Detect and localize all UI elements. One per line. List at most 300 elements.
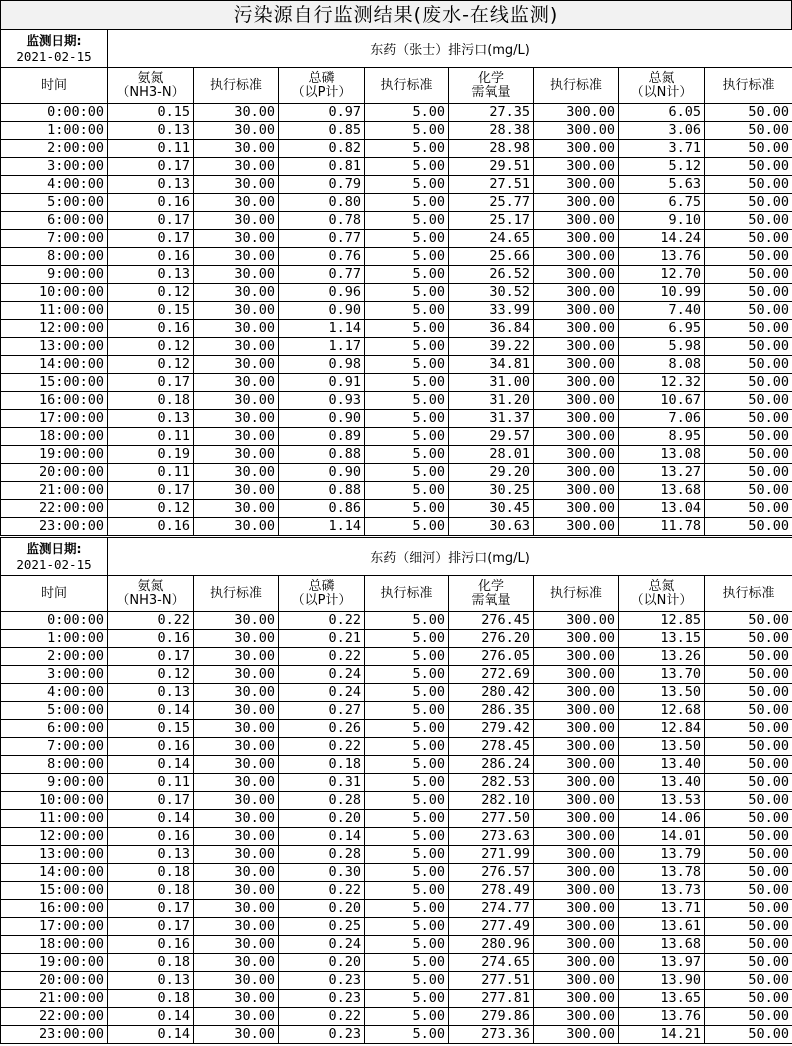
cell-phosphorus-standard: 5.00 [365,756,449,774]
cell-phosphorus-standard: 5.00 [365,194,449,212]
cell-nitrogen-standard: 50.00 [705,140,792,158]
cell-total-nitrogen: 13.53 [619,792,705,810]
cell-time: 2:00:00 [1,140,108,158]
cell-ammonia-standard: 30.00 [194,158,279,176]
cell-nitrogen-standard: 50.00 [705,1026,792,1044]
table-row [1,1026,792,1044]
cell-cod: 280.96 [449,936,534,954]
cell-phosphorus-standard: 5.00 [365,972,449,990]
cell-time: 12:00:00 [1,828,108,846]
cell-ammonia-standard: 30.00 [194,212,279,230]
cell-total-phosphorus: 0.23 [279,1026,365,1044]
cell-cod: 277.51 [449,972,534,990]
cell-ammonia-standard: 30.00 [194,828,279,846]
cell-phosphorus-standard: 5.00 [365,428,449,446]
cell-ammonia-standard: 30.00 [194,446,279,464]
table-row [1,410,792,428]
cell-ammonia-standard: 30.00 [194,482,279,500]
cell-total-phosphorus: 0.86 [279,500,365,518]
cell-nitrogen-standard: 50.00 [705,828,792,846]
section-header [1,30,792,68]
cell-time: 18:00:00 [1,428,108,446]
cell-cod: 29.57 [449,428,534,446]
cell-nitrogen-standard: 50.00 [705,954,792,972]
cell-total-nitrogen: 13.65 [619,990,705,1008]
cell-cod-standard: 300.00 [534,774,619,792]
cell-ammonia: 0.13 [108,410,194,428]
cell-total-phosphorus: 0.90 [279,410,365,428]
cell-time: 13:00:00 [1,338,108,356]
cell-ammonia-standard: 30.00 [194,194,279,212]
column-header-phosphorus-standard: 执行标准 [365,576,449,612]
cell-ammonia-standard: 30.00 [194,428,279,446]
cell-ammonia-standard: 30.00 [194,936,279,954]
cell-nitrogen-standard: 50.00 [705,356,792,374]
cell-phosphorus-standard: 5.00 [365,936,449,954]
cell-total-phosphorus: 0.76 [279,248,365,266]
cell-time: 5:00:00 [1,194,108,212]
cell-nitrogen-standard: 50.00 [705,176,792,194]
cell-total-nitrogen: 10.99 [619,284,705,302]
cell-ammonia-standard: 30.00 [194,972,279,990]
cell-ammonia: 0.16 [108,936,194,954]
cell-ammonia-standard: 30.00 [194,720,279,738]
cell-time: 16:00:00 [1,392,108,410]
cell-ammonia-standard: 30.00 [194,666,279,684]
cell-total-nitrogen: 13.08 [619,446,705,464]
cell-cod-standard: 300.00 [534,936,619,954]
table-row [1,104,792,122]
cell-cod-standard: 300.00 [534,990,619,1008]
cell-ammonia: 0.17 [108,158,194,176]
cell-total-nitrogen: 13.40 [619,774,705,792]
cell-total-phosphorus: 1.17 [279,338,365,356]
cell-nitrogen-standard: 50.00 [705,810,792,828]
monitoring-table-zhangshi [0,29,792,536]
table-row [1,648,792,666]
table-row [1,284,792,302]
cell-cod: 28.98 [449,140,534,158]
cell-ammonia: 0.12 [108,284,194,302]
cell-phosphorus-standard: 5.00 [365,1008,449,1026]
cell-total-nitrogen: 13.40 [619,756,705,774]
cell-phosphorus-standard: 5.00 [365,302,449,320]
cell-cod-standard: 300.00 [534,122,619,140]
cell-phosphorus-standard: 5.00 [365,774,449,792]
cell-total-phosphorus: 0.22 [279,1008,365,1026]
cell-nitrogen-standard: 50.00 [705,648,792,666]
cell-cod-standard: 300.00 [534,918,619,936]
cell-total-nitrogen: 5.98 [619,338,705,356]
cell-total-phosphorus: 0.22 [279,648,365,666]
cell-phosphorus-standard: 5.00 [365,212,449,230]
cell-total-phosphorus: 0.78 [279,212,365,230]
cell-nitrogen-standard: 50.00 [705,320,792,338]
cell-cod-standard: 300.00 [534,828,619,846]
cell-cod: 273.63 [449,828,534,846]
table-row [1,320,792,338]
monitoring-table-xihe [0,537,792,1044]
cell-cod: 39.22 [449,338,534,356]
cell-nitrogen-standard: 50.00 [705,518,792,536]
cell-total-nitrogen: 8.95 [619,428,705,446]
cell-time: 15:00:00 [1,882,108,900]
cell-cod: 31.37 [449,410,534,428]
cell-cod: 274.65 [449,954,534,972]
cell-ammonia-standard: 30.00 [194,230,279,248]
cell-total-phosphorus: 0.24 [279,936,365,954]
cell-total-nitrogen: 6.75 [619,194,705,212]
cell-time: 22:00:00 [1,500,108,518]
cell-total-nitrogen: 13.70 [619,666,705,684]
cell-phosphorus-standard: 5.00 [365,684,449,702]
column-header-cod: 化学 需氧量 [449,576,534,612]
cell-time: 0:00:00 [1,612,108,630]
cell-ammonia-standard: 30.00 [194,864,279,882]
cell-cod: 276.20 [449,630,534,648]
cell-ammonia-standard: 30.00 [194,392,279,410]
cell-nitrogen-standard: 50.00 [705,194,792,212]
cell-phosphorus-standard: 5.00 [365,104,449,122]
cell-cod: 24.65 [449,230,534,248]
cell-nitrogen-standard: 50.00 [705,702,792,720]
cell-total-phosphorus: 1.14 [279,320,365,338]
cell-cod-standard: 300.00 [534,266,619,284]
cell-cod: 273.36 [449,1026,534,1044]
cell-nitrogen-standard: 50.00 [705,158,792,176]
cell-total-phosphorus: 0.28 [279,846,365,864]
cell-nitrogen-standard: 50.00 [705,464,792,482]
cell-ammonia-standard: 30.00 [194,630,279,648]
table-row [1,248,792,266]
cell-time: 23:00:00 [1,1026,108,1044]
cell-ammonia: 0.16 [108,828,194,846]
cell-ammonia-standard: 30.00 [194,518,279,536]
cell-time: 1:00:00 [1,630,108,648]
cell-ammonia-standard: 30.00 [194,104,279,122]
cell-time: 22:00:00 [1,1008,108,1026]
cell-cod-standard: 300.00 [534,666,619,684]
cell-time: 23:00:00 [1,518,108,536]
column-header-ammonia-standard: 执行标准 [194,576,279,612]
cell-phosphorus-standard: 5.00 [365,446,449,464]
column-header-time: 时间 [1,68,108,104]
section-header [1,538,792,576]
cell-ammonia-standard: 30.00 [194,1026,279,1044]
monitoring-date [1,30,108,68]
cell-cod: 286.35 [449,702,534,720]
cell-ammonia: 0.17 [108,792,194,810]
table-row [1,194,792,212]
cell-total-phosphorus: 0.23 [279,972,365,990]
cell-ammonia: 0.12 [108,666,194,684]
outlet-name: 东药（张士）排污口(mg/L) [108,30,792,68]
cell-total-phosphorus: 0.21 [279,630,365,648]
column-header-ammonia: 氨氮 （NH3-N） [108,576,194,612]
cell-cod-standard: 300.00 [534,630,619,648]
cell-total-nitrogen: 6.95 [619,320,705,338]
cell-cod-standard: 300.00 [534,756,619,774]
cell-phosphorus-standard: 5.00 [365,140,449,158]
cell-nitrogen-standard: 50.00 [705,666,792,684]
cell-ammonia: 0.13 [108,266,194,284]
table-row [1,464,792,482]
cell-ammonia: 0.18 [108,864,194,882]
cell-ammonia-standard: 30.00 [194,990,279,1008]
cell-total-nitrogen: 5.63 [619,176,705,194]
cell-total-nitrogen: 14.06 [619,810,705,828]
cell-cod: 280.42 [449,684,534,702]
cell-ammonia-standard: 30.00 [194,410,279,428]
cell-nitrogen-standard: 50.00 [705,882,792,900]
cell-total-nitrogen: 12.85 [619,612,705,630]
cell-total-nitrogen: 13.78 [619,864,705,882]
cell-cod: 278.49 [449,882,534,900]
cell-cod-standard: 300.00 [534,284,619,302]
cell-phosphorus-standard: 5.00 [365,482,449,500]
cell-total-phosphorus: 0.97 [279,104,365,122]
cell-cod-standard: 300.00 [534,374,619,392]
table-row [1,630,792,648]
cell-ammonia-standard: 30.00 [194,702,279,720]
column-header-cod-standard: 执行标准 [534,576,619,612]
cell-cod: 30.63 [449,518,534,536]
cell-cod-standard: 300.00 [534,140,619,158]
table-row [1,828,792,846]
cell-cod: 276.45 [449,612,534,630]
cell-nitrogen-standard: 50.00 [705,392,792,410]
table-row [1,302,792,320]
cell-cod: 272.69 [449,666,534,684]
cell-time: 3:00:00 [1,666,108,684]
cell-cod-standard: 300.00 [534,518,619,536]
cell-phosphorus-standard: 5.00 [365,630,449,648]
cell-cod-standard: 300.00 [534,738,619,756]
table-row [1,392,792,410]
cell-phosphorus-standard: 5.00 [365,864,449,882]
cell-time: 4:00:00 [1,684,108,702]
table-row [1,900,792,918]
table-row [1,374,792,392]
column-header-total-nitrogen: 总氮 （以N计） [619,576,705,612]
cell-total-nitrogen: 10.67 [619,392,705,410]
cell-ammonia-standard: 30.00 [194,122,279,140]
table-row [1,122,792,140]
cell-nitrogen-standard: 50.00 [705,410,792,428]
cell-total-nitrogen: 3.71 [619,140,705,158]
cell-time: 1:00:00 [1,122,108,140]
cell-phosphorus-standard: 5.00 [365,464,449,482]
cell-total-nitrogen: 12.70 [619,266,705,284]
cell-total-phosphorus: 0.77 [279,230,365,248]
cell-ammonia-standard: 30.00 [194,1008,279,1026]
cell-nitrogen-standard: 50.00 [705,846,792,864]
cell-ammonia-standard: 30.00 [194,248,279,266]
column-header-row [1,68,792,104]
column-header-total-phosphorus: 总磷 （以P计） [279,68,365,104]
cell-cod: 31.00 [449,374,534,392]
cell-ammonia: 0.13 [108,684,194,702]
cell-total-phosphorus: 0.89 [279,428,365,446]
cell-time: 7:00:00 [1,738,108,756]
cell-total-nitrogen: 13.68 [619,936,705,954]
cell-total-phosphorus: 0.88 [279,482,365,500]
cell-ammonia-standard: 30.00 [194,810,279,828]
cell-cod-standard: 300.00 [534,302,619,320]
cell-total-nitrogen: 13.15 [619,630,705,648]
cell-total-nitrogen: 6.05 [619,104,705,122]
cell-cod: 27.35 [449,104,534,122]
cell-ammonia: 0.16 [108,194,194,212]
cell-total-phosphorus: 0.93 [279,392,365,410]
date-value: 2021-02-15 [16,556,92,572]
table-row [1,702,792,720]
cell-total-phosphorus: 0.91 [279,374,365,392]
cell-phosphorus-standard: 5.00 [365,648,449,666]
cell-total-nitrogen: 13.97 [619,954,705,972]
cell-ammonia-standard: 30.00 [194,320,279,338]
cell-phosphorus-standard: 5.00 [365,900,449,918]
cell-ammonia: 0.18 [108,990,194,1008]
cell-cod: 279.86 [449,1008,534,1026]
cell-cod: 277.50 [449,810,534,828]
cell-ammonia: 0.17 [108,918,194,936]
cell-nitrogen-standard: 50.00 [705,428,792,446]
cell-cod-standard: 300.00 [534,338,619,356]
cell-cod: 29.51 [449,158,534,176]
table-row [1,954,792,972]
cell-total-nitrogen: 12.84 [619,720,705,738]
cell-time: 2:00:00 [1,648,108,666]
cell-ammonia: 0.16 [108,518,194,536]
cell-total-nitrogen: 13.76 [619,248,705,266]
cell-cod-standard: 300.00 [534,864,619,882]
cell-cod-standard: 300.00 [534,410,619,428]
column-header-cod: 化学 需氧量 [449,68,534,104]
cell-nitrogen-standard: 50.00 [705,248,792,266]
cell-ammonia-standard: 30.00 [194,684,279,702]
column-header-nitrogen-standard: 执行标准 [705,576,792,612]
cell-cod: 36.84 [449,320,534,338]
table-row [1,918,792,936]
table-row [1,864,792,882]
column-header-ammonia-standard: 执行标准 [194,68,279,104]
cell-ammonia: 0.14 [108,702,194,720]
cell-ammonia: 0.16 [108,738,194,756]
cell-cod: 278.45 [449,738,534,756]
cell-phosphorus-standard: 5.00 [365,918,449,936]
cell-cod: 282.10 [449,792,534,810]
table-row [1,158,792,176]
cell-ammonia: 0.12 [108,338,194,356]
cell-ammonia-standard: 30.00 [194,374,279,392]
table-row [1,482,792,500]
cell-time: 19:00:00 [1,954,108,972]
cell-total-nitrogen: 13.76 [619,1008,705,1026]
cell-ammonia: 0.18 [108,882,194,900]
cell-cod-standard: 300.00 [534,972,619,990]
cell-total-phosphorus: 0.85 [279,122,365,140]
cell-phosphorus-standard: 5.00 [365,374,449,392]
cell-time: 20:00:00 [1,972,108,990]
cell-ammonia: 0.18 [108,392,194,410]
table-row [1,792,792,810]
cell-cod-standard: 300.00 [534,810,619,828]
cell-total-nitrogen: 9.10 [619,212,705,230]
cell-time: 4:00:00 [1,176,108,194]
cell-cod-standard: 300.00 [534,320,619,338]
cell-total-nitrogen: 8.08 [619,356,705,374]
cell-nitrogen-standard: 50.00 [705,374,792,392]
cell-cod-standard: 300.00 [534,612,619,630]
cell-cod-standard: 300.00 [534,230,619,248]
cell-ammonia: 0.16 [108,248,194,266]
cell-total-phosphorus: 0.22 [279,738,365,756]
cell-ammonia-standard: 30.00 [194,648,279,666]
cell-cod: 26.52 [449,266,534,284]
cell-ammonia: 0.11 [108,140,194,158]
table-row [1,212,792,230]
cell-time: 17:00:00 [1,918,108,936]
cell-cod: 282.53 [449,774,534,792]
cell-ammonia: 0.18 [108,954,194,972]
cell-ammonia-standard: 30.00 [194,882,279,900]
cell-phosphorus-standard: 5.00 [365,612,449,630]
cell-cod-standard: 300.00 [534,792,619,810]
cell-nitrogen-standard: 50.00 [705,212,792,230]
cell-ammonia-standard: 30.00 [194,176,279,194]
cell-ammonia-standard: 30.00 [194,284,279,302]
column-header-ammonia: 氨氮 （NH3-N） [108,68,194,104]
cell-nitrogen-standard: 50.00 [705,104,792,122]
cell-total-nitrogen: 13.71 [619,900,705,918]
cell-total-phosphorus: 0.88 [279,446,365,464]
cell-time: 6:00:00 [1,720,108,738]
cell-time: 16:00:00 [1,900,108,918]
cell-time: 11:00:00 [1,302,108,320]
cell-ammonia-standard: 30.00 [194,338,279,356]
cell-nitrogen-standard: 50.00 [705,1008,792,1026]
cell-ammonia: 0.14 [108,1026,194,1044]
cell-ammonia-standard: 30.00 [194,464,279,482]
cell-ammonia-standard: 30.00 [194,302,279,320]
cell-ammonia: 0.15 [108,302,194,320]
cell-nitrogen-standard: 50.00 [705,122,792,140]
cell-total-nitrogen: 13.73 [619,882,705,900]
outlet-name: 东药（细河）排污口(mg/L) [108,538,792,576]
column-header-row [1,576,792,612]
cell-phosphorus-standard: 5.00 [365,248,449,266]
cell-nitrogen-standard: 50.00 [705,990,792,1008]
cell-cod: 27.51 [449,176,534,194]
cell-cod: 276.57 [449,864,534,882]
cell-ammonia-standard: 30.00 [194,774,279,792]
cell-total-phosphorus: 0.18 [279,756,365,774]
cell-time: 13:00:00 [1,846,108,864]
column-header-total-phosphorus: 总磷 （以P计） [279,576,365,612]
cell-ammonia-standard: 30.00 [194,356,279,374]
cell-ammonia-standard: 30.00 [194,756,279,774]
cell-ammonia-standard: 30.00 [194,954,279,972]
table-row [1,684,792,702]
date-value: 2021-02-15 [16,48,92,64]
cell-time: 5:00:00 [1,702,108,720]
cell-time: 0:00:00 [1,104,108,122]
cell-ammonia: 0.16 [108,630,194,648]
cell-cod-standard: 300.00 [534,212,619,230]
table-row [1,720,792,738]
cell-cod: 30.25 [449,482,534,500]
